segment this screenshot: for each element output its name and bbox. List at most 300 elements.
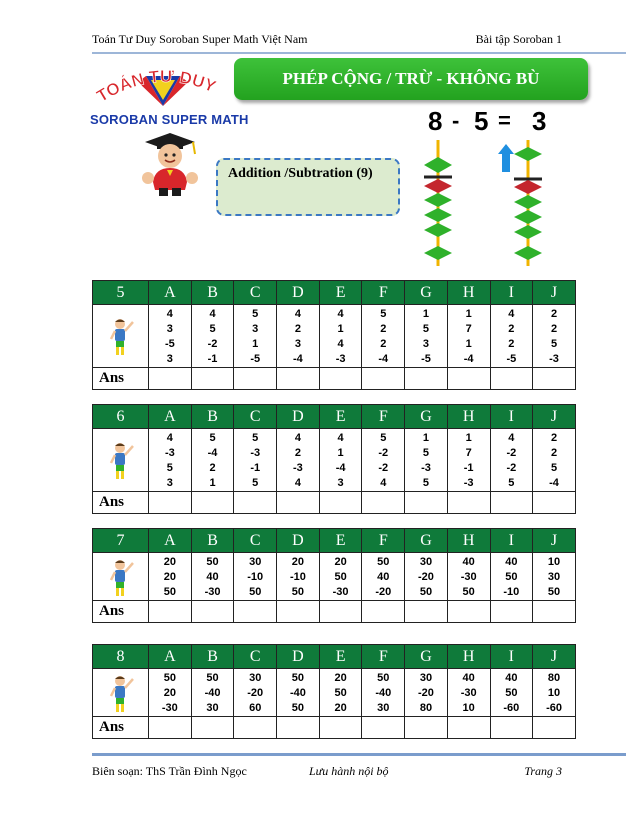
problem-number: 30 xyxy=(547,571,561,583)
column-header: I xyxy=(490,405,533,429)
answer-cell[interactable] xyxy=(149,368,192,390)
problem-number: 50 xyxy=(505,687,518,699)
column-header: D xyxy=(277,281,320,305)
problem-cell xyxy=(319,669,362,717)
problem-cell xyxy=(490,553,533,601)
column-header: B xyxy=(191,645,234,669)
problem-number: 20 xyxy=(334,702,347,714)
column-header: C xyxy=(234,281,277,305)
problem-number: 4 xyxy=(209,308,216,320)
problem-number: 5 xyxy=(422,447,430,459)
column-header: H xyxy=(447,529,490,553)
problem-number: -3 xyxy=(335,353,346,365)
problem-number: -10 xyxy=(289,571,306,583)
problem-number: -1 xyxy=(250,462,261,474)
problem-cell xyxy=(191,553,234,601)
column-header: C xyxy=(234,645,277,669)
problem-number: -1 xyxy=(207,353,218,365)
problem-number: 40 xyxy=(377,571,390,583)
answer-cell[interactable] xyxy=(533,717,576,739)
problem-number: 1 xyxy=(209,477,216,489)
problem-number: -4 xyxy=(293,353,303,365)
problem-number: 50 xyxy=(462,586,475,598)
problem-number: 50 xyxy=(291,702,305,714)
exercise-block xyxy=(92,280,575,390)
problem-cell xyxy=(362,669,405,717)
problem-number: 1 xyxy=(422,308,430,320)
answer-cell[interactable] xyxy=(319,601,362,623)
problem-cell xyxy=(234,429,277,492)
column-header: E xyxy=(319,645,362,669)
column-header: G xyxy=(405,281,448,305)
column-header: H xyxy=(447,645,490,669)
problem-number: 4 xyxy=(294,308,301,320)
answer-cell[interactable] xyxy=(191,717,234,739)
answer-cell[interactable] xyxy=(490,368,533,390)
column-header: I xyxy=(490,645,533,669)
exercise-numbers-row xyxy=(93,553,576,601)
column-header: G xyxy=(405,529,448,553)
exercise-table xyxy=(92,528,576,623)
problem-number: 20 xyxy=(163,687,176,699)
answer-cell[interactable] xyxy=(277,717,320,739)
column-header: F xyxy=(362,645,405,669)
exercise-header-row xyxy=(93,281,576,305)
problem-number: 50 xyxy=(206,556,219,568)
answer-row xyxy=(93,717,576,739)
problem-number: 5 xyxy=(380,432,387,444)
exercise-header-row xyxy=(93,645,576,669)
problem-number: -5 xyxy=(506,353,517,365)
problem-number: 5 xyxy=(209,432,216,444)
column-header: B xyxy=(191,281,234,305)
problem-number: 2 xyxy=(380,338,387,350)
column-header: I xyxy=(490,281,533,305)
problem-cell xyxy=(447,305,490,368)
problem-number: 5 xyxy=(380,308,387,320)
equation-operator: - xyxy=(452,108,460,133)
example-equation xyxy=(424,106,584,140)
problem-number: -1 xyxy=(463,462,474,474)
logo-subtitle: SOROBAN SUPER MATH xyxy=(90,112,249,127)
problem-number: -20 xyxy=(418,571,434,583)
exercise-numbers-row xyxy=(93,429,576,492)
answer-label: Ans xyxy=(93,601,149,623)
page-footer xyxy=(92,764,562,784)
problem-number: 4 xyxy=(337,432,344,444)
answer-cell[interactable] xyxy=(277,492,320,514)
problem-number: 5 xyxy=(252,477,259,489)
problem-number: -4 xyxy=(549,477,559,489)
problem-number: 2 xyxy=(380,323,387,335)
problem-number: -2 xyxy=(207,338,218,350)
exercise-numbers-row xyxy=(93,669,576,717)
problem-number: 2 xyxy=(508,323,515,335)
problem-number: 20 xyxy=(334,556,347,568)
topic-box xyxy=(216,158,400,216)
problem-cell xyxy=(149,305,192,368)
answer-cell[interactable] xyxy=(447,492,490,514)
answer-cell[interactable] xyxy=(447,368,490,390)
problem-number: -2 xyxy=(378,462,389,474)
up-arrow-icon xyxy=(498,144,514,172)
exercise-number: 5 xyxy=(93,281,149,305)
problem-number: 50 xyxy=(377,556,390,568)
problem-number: 4 xyxy=(380,477,387,489)
equation-operand-b: 5 xyxy=(474,106,489,136)
problem-cell xyxy=(191,429,234,492)
header-rule xyxy=(92,52,626,54)
problem-number: -20 xyxy=(418,687,434,699)
problem-number: 5 xyxy=(508,477,515,489)
problem-cell xyxy=(490,305,533,368)
problem-number: -2 xyxy=(378,447,389,459)
problem-number: 50 xyxy=(206,672,219,684)
problem-number: -3 xyxy=(164,447,175,459)
problem-number: -2 xyxy=(506,447,517,459)
problem-number: -4 xyxy=(378,353,389,365)
problem-cell xyxy=(405,305,448,368)
answer-cell[interactable] xyxy=(191,601,234,623)
exercise-table xyxy=(92,280,576,390)
column-header: I xyxy=(490,529,533,553)
answer-cell[interactable] xyxy=(490,717,533,739)
exercise-block xyxy=(92,404,575,514)
header-left-text: Toán Tư Duy Soroban Super Math Việt Nam xyxy=(92,32,308,46)
answer-cell[interactable] xyxy=(447,717,490,739)
answer-cell[interactable] xyxy=(405,717,448,739)
problem-cell xyxy=(191,669,234,717)
problem-number: 20 xyxy=(291,556,305,568)
exercise-block xyxy=(92,528,575,623)
column-header: C xyxy=(234,405,277,429)
problem-number: 50 xyxy=(291,586,305,598)
problem-cell xyxy=(490,429,533,492)
column-header: J xyxy=(533,529,576,553)
column-header: D xyxy=(277,645,320,669)
problem-number: -40 xyxy=(204,687,221,699)
answer-cell[interactable] xyxy=(319,717,362,739)
column-header: G xyxy=(405,405,448,429)
problem-number: -4 xyxy=(207,447,218,459)
answer-cell[interactable] xyxy=(362,492,405,514)
column-header: E xyxy=(319,405,362,429)
problem-number: 1 xyxy=(465,338,472,350)
problem-cell xyxy=(447,669,490,717)
exercise-header-row xyxy=(93,405,576,429)
answer-cell[interactable] xyxy=(277,368,320,390)
student-pointing-icon xyxy=(93,553,149,601)
answer-cell[interactable] xyxy=(533,368,576,390)
answer-label: Ans xyxy=(93,368,149,390)
problem-number: 2 xyxy=(294,323,301,335)
problem-number: 50 xyxy=(291,672,305,684)
header-right-text: Bài tập Soroban 1 xyxy=(475,32,562,46)
page-title: PHÉP CỘNG / TRỪ - KHÔNG BÙ xyxy=(234,58,588,100)
problem-cell xyxy=(277,553,320,601)
problem-number: 1 xyxy=(465,432,472,444)
answer-cell[interactable] xyxy=(362,368,405,390)
answer-label: Ans xyxy=(93,717,149,739)
column-header: J xyxy=(533,645,576,669)
problem-number: -5 xyxy=(250,353,261,365)
problem-number: 4 xyxy=(337,308,344,320)
problem-number: -40 xyxy=(375,687,392,699)
logo-arc-icon xyxy=(88,62,238,112)
answer-cell[interactable] xyxy=(234,601,277,623)
problem-number: 30 xyxy=(419,556,433,568)
problem-number: -4 xyxy=(335,462,346,474)
problem-number: -30 xyxy=(332,586,349,598)
logo xyxy=(88,62,249,134)
problem-number: -40 xyxy=(289,687,306,699)
problem-cell xyxy=(405,429,448,492)
answer-label: Ans xyxy=(93,492,149,514)
problem-number: 50 xyxy=(334,571,347,583)
equation-operand-a: 8 xyxy=(428,106,443,136)
answer-cell[interactable] xyxy=(405,368,448,390)
answer-cell[interactable] xyxy=(149,717,192,739)
footer-note: Lưu hành nội bộ xyxy=(309,764,389,778)
column-header: G xyxy=(405,645,448,669)
problem-number: 5 xyxy=(252,432,259,444)
problem-cell xyxy=(533,553,576,601)
problem-number: 4 xyxy=(166,432,173,444)
problem-number: -3 xyxy=(549,353,559,365)
problem-number: 4 xyxy=(337,338,344,350)
column-header: J xyxy=(533,281,576,305)
column-header: E xyxy=(319,529,362,553)
answer-cell[interactable] xyxy=(362,601,405,623)
column-header: A xyxy=(149,405,192,429)
equation-equals: = xyxy=(498,108,511,133)
answer-cell[interactable] xyxy=(277,601,320,623)
problem-number: 30 xyxy=(419,672,433,684)
problem-number: -5 xyxy=(421,353,431,365)
answer-row xyxy=(93,601,576,623)
logo-arc-text: TOÁN TƯ DUY xyxy=(93,66,219,106)
problem-number: 50 xyxy=(505,571,518,583)
problem-number: -3 xyxy=(421,462,431,474)
page-header xyxy=(92,32,562,52)
student-pointing-icon xyxy=(93,305,149,368)
exercise-number: 7 xyxy=(93,529,149,553)
problem-cell xyxy=(277,305,320,368)
equation-result: 3 xyxy=(532,106,547,136)
exercise-table xyxy=(92,644,576,739)
problem-cell xyxy=(533,669,576,717)
problem-cell xyxy=(234,669,277,717)
problem-number: 1 xyxy=(337,447,344,459)
answer-cell[interactable] xyxy=(490,492,533,514)
problem-number: 20 xyxy=(163,571,176,583)
footer-author: Biên soạn: ThS Trần Đình Ngọc xyxy=(92,764,247,778)
problem-number: 10 xyxy=(547,687,561,699)
column-header: F xyxy=(362,529,405,553)
problem-number: 2 xyxy=(294,447,301,459)
problem-number: 20 xyxy=(334,672,347,684)
problem-number: 10 xyxy=(462,702,475,714)
answer-cell[interactable] xyxy=(447,601,490,623)
student-pointing-icon xyxy=(93,669,149,717)
answer-cell[interactable] xyxy=(490,601,533,623)
problem-number: -60 xyxy=(503,702,520,714)
problem-number: 1 xyxy=(465,308,472,320)
problem-cell xyxy=(447,429,490,492)
problem-cell xyxy=(405,553,448,601)
problem-cell xyxy=(149,669,192,717)
problem-number: -20 xyxy=(247,687,264,699)
column-header: A xyxy=(149,645,192,669)
problem-cell xyxy=(362,305,405,368)
problem-number: 1 xyxy=(252,338,259,350)
problem-number: 50 xyxy=(163,586,176,598)
problem-number: 50 xyxy=(419,586,433,598)
answer-cell[interactable] xyxy=(191,492,234,514)
problem-number: -10 xyxy=(247,571,264,583)
problem-number: 2 xyxy=(550,323,558,335)
problem-number: 2 xyxy=(209,462,216,474)
abacus-illustration xyxy=(410,140,570,270)
problem-cell xyxy=(277,429,320,492)
problem-number: 3 xyxy=(294,338,301,350)
problem-number: -5 xyxy=(164,338,175,350)
problem-number: -3 xyxy=(250,447,261,459)
student-pointing-icon xyxy=(93,429,149,492)
problem-cell xyxy=(234,553,277,601)
problem-number: 80 xyxy=(547,672,561,684)
problem-number: 30 xyxy=(206,702,219,714)
problem-cell xyxy=(319,553,362,601)
problem-cell xyxy=(319,429,362,492)
problem-number: 5 xyxy=(209,323,216,335)
abacus-rod-left xyxy=(424,140,452,266)
footer-page-number: Trang 3 xyxy=(524,764,562,778)
problem-cell xyxy=(234,305,277,368)
problem-number: 7 xyxy=(465,447,472,459)
problem-number: 7 xyxy=(465,323,472,335)
problem-number: -30 xyxy=(460,687,477,699)
column-header: D xyxy=(277,405,320,429)
exercise-block xyxy=(92,644,575,739)
problem-number: 50 xyxy=(377,672,390,684)
column-header: J xyxy=(533,405,576,429)
problem-number: 50 xyxy=(249,586,262,598)
problem-number: 3 xyxy=(166,477,173,489)
column-header: A xyxy=(149,281,192,305)
answer-cell[interactable] xyxy=(533,492,576,514)
answer-cell[interactable] xyxy=(319,492,362,514)
problem-number: 30 xyxy=(377,702,390,714)
answer-cell[interactable] xyxy=(234,717,277,739)
problem-number: -10 xyxy=(503,586,520,598)
problem-cell xyxy=(405,669,448,717)
problem-number: 5 xyxy=(550,338,558,350)
problem-number: -20 xyxy=(375,586,392,598)
exercise-header-row xyxy=(93,529,576,553)
problem-number: 30 xyxy=(249,556,262,568)
problem-number: 5 xyxy=(166,462,173,474)
abacus-rod-right xyxy=(514,140,542,266)
problem-number: 40 xyxy=(462,672,475,684)
problem-number: 4 xyxy=(166,308,173,320)
column-header: C xyxy=(234,529,277,553)
column-header: B xyxy=(191,405,234,429)
answer-cell[interactable] xyxy=(362,717,405,739)
column-header: B xyxy=(191,529,234,553)
problem-number: 40 xyxy=(462,556,475,568)
problem-number: 40 xyxy=(505,672,518,684)
problem-number: 4 xyxy=(508,308,515,320)
problem-number: -30 xyxy=(161,702,178,714)
answer-cell[interactable] xyxy=(149,492,192,514)
problem-number: 20 xyxy=(163,556,176,568)
column-header: F xyxy=(362,281,405,305)
problem-number: -30 xyxy=(460,571,477,583)
problem-number: 5 xyxy=(422,323,430,335)
problem-number: 3 xyxy=(337,477,344,489)
problem-number: 80 xyxy=(419,702,433,714)
problem-cell xyxy=(362,429,405,492)
problem-cell xyxy=(490,669,533,717)
answer-cell[interactable] xyxy=(149,601,192,623)
problem-number: 50 xyxy=(547,586,561,598)
problem-number: -30 xyxy=(204,586,221,598)
column-header: H xyxy=(447,405,490,429)
answer-row xyxy=(93,368,576,390)
problem-number: 40 xyxy=(505,556,518,568)
graduate-mascot-icon xyxy=(135,130,205,198)
problem-number: 5 xyxy=(422,477,430,489)
problem-cell xyxy=(533,305,576,368)
answer-cell[interactable] xyxy=(405,601,448,623)
problem-number: 3 xyxy=(422,338,430,350)
column-header: F xyxy=(362,405,405,429)
problem-number: -4 xyxy=(463,353,474,365)
answer-cell[interactable] xyxy=(234,368,277,390)
problem-number: 30 xyxy=(249,672,262,684)
problem-cell xyxy=(362,553,405,601)
exercise-number: 8 xyxy=(93,645,149,669)
problem-number: 1 xyxy=(337,323,344,335)
exercise-numbers-row xyxy=(93,305,576,368)
answer-row xyxy=(93,492,576,514)
answer-cell[interactable] xyxy=(533,601,576,623)
problem-number: 4 xyxy=(508,432,515,444)
answer-cell[interactable] xyxy=(191,368,234,390)
problem-number: -3 xyxy=(463,477,474,489)
problem-cell xyxy=(277,669,320,717)
answer-cell[interactable] xyxy=(405,492,448,514)
problem-cell xyxy=(533,429,576,492)
problem-number: 50 xyxy=(163,672,176,684)
problem-number: 60 xyxy=(249,702,262,714)
answer-cell[interactable] xyxy=(234,492,277,514)
problem-cell xyxy=(149,553,192,601)
column-header: A xyxy=(149,529,192,553)
exercise-table xyxy=(92,404,576,514)
problem-number: 2 xyxy=(508,338,515,350)
problem-number: 4 xyxy=(294,477,301,489)
problem-number: 4 xyxy=(294,432,301,444)
column-header: H xyxy=(447,281,490,305)
problem-number: 5 xyxy=(550,462,558,474)
problem-cell xyxy=(319,305,362,368)
problem-number: 5 xyxy=(252,308,259,320)
column-header: E xyxy=(319,281,362,305)
problem-number: 3 xyxy=(252,323,259,335)
answer-cell[interactable] xyxy=(319,368,362,390)
